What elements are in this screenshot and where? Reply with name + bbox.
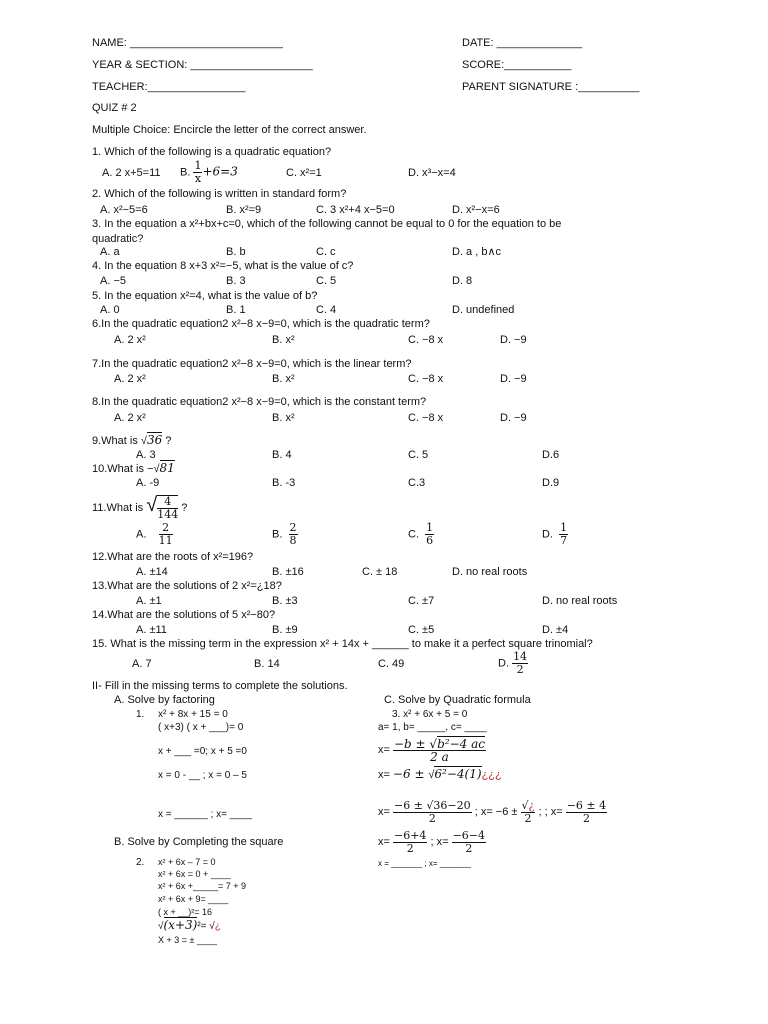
- q14-option-d[interactable]: D. ±4: [542, 624, 569, 636]
- q10-option-b[interactable]: B. -3: [272, 477, 296, 489]
- cs-line-2[interactable]: x² + 6x = 0 + ____: [158, 869, 231, 879]
- q5-option-d[interactable]: D. undefined: [452, 304, 515, 316]
- q11-a-den: 11: [158, 534, 173, 547]
- q14-option-b[interactable]: B. ±9: [272, 624, 298, 636]
- q6-option-b[interactable]: B. x²: [272, 334, 295, 346]
- cs-l6-red: ¿: [214, 921, 221, 932]
- q2-option-b[interactable]: B. x²=9: [226, 204, 262, 216]
- qf-l4-pre: −6 ±: [393, 767, 429, 781]
- name-field[interactable]: NAME: _________________________: [92, 37, 283, 49]
- q1-option-b-label: B.: [180, 166, 191, 179]
- q11-b-label: B.: [272, 528, 283, 541]
- q15-option-c[interactable]: C. 49: [378, 658, 405, 670]
- qf-l5-den3: 2: [582, 811, 590, 825]
- quadratic-formula-heading: C. Solve by Quadratic formula: [384, 694, 531, 706]
- q4-option-a[interactable]: A. −5: [100, 275, 126, 287]
- q11-a-fraction: [159, 522, 173, 547]
- q13-option-c[interactable]: C. ±7: [408, 595, 435, 607]
- q3-option-d[interactable]: D. a , b∧c: [452, 246, 502, 258]
- q13-option-b[interactable]: B. ±3: [272, 595, 298, 607]
- q11-stem: [92, 492, 187, 521]
- q8-option-d[interactable]: D. −9: [500, 412, 527, 424]
- factoring-line-5[interactable]: x = ______ ; x= ____: [158, 809, 252, 820]
- cs-item-number: 2.: [136, 857, 145, 868]
- part2-title: II- Fill in the missing terms to complete the solutions.: [92, 680, 348, 692]
- quiz-title: QUIZ # 2: [92, 102, 137, 114]
- factoring-line-3[interactable]: x + ___ =0; x + 5 =0: [158, 746, 247, 757]
- qf-l6-sep: ; x=: [427, 836, 449, 848]
- qf-line-4[interactable]: x= −6 ± √6²−4(1)¿¿¿: [378, 767, 502, 781]
- radical-icon: √: [146, 494, 158, 516]
- qf-l6-frac1: [393, 830, 427, 855]
- q5-option-a[interactable]: A. 0: [100, 304, 120, 316]
- q11-num: 4: [157, 496, 178, 509]
- q11-d-num: 1: [560, 521, 568, 534]
- qf-l4-red: ¿¿¿: [481, 769, 502, 781]
- qf-line-2[interactable]: a= 1, b= _____, c= ____: [378, 722, 487, 733]
- q9-option-c[interactable]: C. 5: [408, 449, 429, 461]
- qf-l5-den2: 2: [524, 811, 532, 825]
- qf-formula-num: −b ± √b²−4 ac: [394, 736, 485, 751]
- qf-l5-red: ¿: [528, 798, 535, 812]
- q2-option-a[interactable]: A. x²−5=6: [100, 204, 148, 216]
- cs-line-7[interactable]: X + 3 = ± ____: [158, 935, 217, 945]
- q5-stem: 5. In the equation x²=4, what is the value of b?: [92, 290, 318, 302]
- q5-option-c[interactable]: C. 4: [316, 304, 337, 316]
- qf-l4-xeq: x=: [378, 769, 390, 781]
- q1-option-a[interactable]: A. 2 x+5=11: [102, 167, 161, 179]
- q1-option-d[interactable]: D. x³−x=4: [408, 167, 456, 179]
- q6-option-a[interactable]: A. 2 x²: [114, 334, 146, 346]
- q6-option-c[interactable]: C. −8 x: [408, 334, 444, 346]
- factoring-heading: A. Solve by factoring: [114, 694, 215, 706]
- q11-c-num: 1: [426, 521, 434, 534]
- date-field[interactable]: DATE: ______________: [462, 37, 583, 49]
- q10-option-c[interactable]: C.3: [408, 477, 426, 489]
- q1-b-num: 1: [194, 159, 202, 172]
- completing-square-heading: B. Solve by Completing the square: [114, 836, 284, 848]
- q3-option-a[interactable]: A. a: [100, 246, 120, 258]
- factoring-line-1: x² + 8x + 15 = 0: [158, 709, 228, 720]
- q10-stem-pre: 10.What is −: [92, 463, 154, 475]
- qf-l6-frac2: [452, 830, 486, 855]
- q3-option-c[interactable]: C. c: [316, 246, 336, 258]
- q1-b-den: x: [194, 172, 202, 185]
- qf-l6-den2: 2: [465, 841, 473, 855]
- q1-option-b[interactable]: [180, 160, 238, 185]
- q8-option-c[interactable]: C. −8 x: [408, 412, 444, 424]
- radical-icon: √: [140, 435, 147, 447]
- q15-d-label: D.: [498, 657, 509, 670]
- q14-stem: 14.What are the solutions of 5 x²−80?: [92, 609, 276, 621]
- q4-stem: 4. In the equation 8 x+3 x²=−5, what is the value of c?: [92, 260, 354, 272]
- q3-stem-line2: quadratic?: [92, 233, 144, 245]
- cs-l6-rad: (x+3): [163, 918, 198, 932]
- q9-stem-post: ?: [162, 435, 172, 447]
- q10-option-a[interactable]: A. -9: [136, 477, 160, 489]
- q15-option-a[interactable]: A. 7: [132, 658, 152, 670]
- q12-option-d[interactable]: D. no real roots: [452, 566, 528, 578]
- q13-option-d[interactable]: D. no real roots: [542, 595, 618, 607]
- instructions: Multiple Choice: Encircle the letter of the correct answer.: [92, 124, 367, 136]
- q11-c-fraction: [425, 522, 434, 547]
- q1-b-rest: +6=3: [202, 164, 238, 179]
- qf-l5-sep: ; x= −6 ±: [471, 806, 518, 818]
- qf-l4-rad: 6²−4(1): [434, 767, 482, 781]
- qf-l5-frac3: [566, 800, 607, 825]
- qf-l5-num3: −6 ± 4: [566, 798, 607, 812]
- q10-stem: [92, 462, 175, 476]
- q12-stem: 12.What are the roots of x²=196?: [92, 551, 254, 563]
- q8-stem: 8.In the quadratic equation2 x²−8 x−9=0, which is the constant term?: [92, 396, 427, 408]
- q11-option-c[interactable]: [408, 522, 434, 547]
- q6-option-d[interactable]: D. −9: [500, 334, 527, 346]
- score-field[interactable]: SCORE:___________: [462, 59, 572, 71]
- q11-d-label: D.: [542, 528, 553, 541]
- cs-line-6[interactable]: √(x+3)²= √¿: [158, 918, 221, 932]
- year-section-field[interactable]: YEAR & SECTION: ____________________: [92, 59, 313, 71]
- factoring-line-2[interactable]: ( x+3) ( x + ___)= 0: [158, 722, 244, 733]
- q14-option-c[interactable]: C. ±5: [408, 624, 435, 636]
- q15-option-b[interactable]: B. 14: [254, 658, 280, 670]
- qf-line-6[interactable]: [378, 828, 486, 856]
- qf-formula: [378, 736, 486, 764]
- q9-option-a[interactable]: A. 3: [136, 449, 156, 461]
- radical-icon: √: [153, 463, 160, 475]
- q12-option-c[interactable]: C. ± 18: [362, 566, 398, 578]
- factoring-line-4[interactable]: x = 0 - __ ; x = 0 – 5: [158, 770, 247, 781]
- q3-stem-line1: 3. In the equation a x²+bx+c=0, which of the following cannot be equal to 0 for the equation to be: [92, 218, 562, 230]
- qf-l5-xeq: x=: [378, 806, 390, 818]
- q10-radicand: 81: [159, 461, 175, 475]
- q9-option-b[interactable]: B. 4: [272, 449, 292, 461]
- cs-line-5[interactable]: ( x + __)²= 16: [158, 907, 213, 917]
- q11-fraction: [157, 495, 178, 521]
- q6-stem: 6.In the quadratic equation2 x²−8 x−9=0, which is the quadratic term?: [92, 318, 430, 330]
- q10-option-d[interactable]: D.9: [542, 477, 560, 489]
- qf-line-5[interactable]: [378, 798, 607, 826]
- qf-line-1: 3. x² + 6x + 5 = 0: [392, 709, 468, 720]
- qf-num-rad: b²−4 ac: [437, 736, 485, 751]
- q7-option-b[interactable]: B. x²: [272, 373, 295, 385]
- qf-num-pre: −b ±: [394, 736, 430, 751]
- q11-stem-post: ?: [178, 502, 188, 514]
- q11-d-den: 7: [560, 534, 568, 547]
- qf-formula-den: 2 a: [430, 749, 449, 764]
- qf-formula-xeq: x=: [378, 744, 390, 756]
- qf-l5-num2: √¿: [521, 798, 535, 812]
- q9-stem: [92, 434, 171, 448]
- q8-option-a[interactable]: A. 2 x²: [114, 412, 146, 424]
- q11-c-den: 6: [426, 534, 434, 547]
- q11-a-num: 2: [159, 522, 173, 535]
- q8-option-b[interactable]: B. x²: [272, 412, 295, 424]
- cs-line-1: x² + 6x – 7 = 0: [158, 857, 216, 867]
- q1-stem: 1. Which of the following is a quadratic equation?: [92, 146, 332, 158]
- qf-l5-num: −6 ± √36−20: [394, 798, 471, 812]
- q11-option-a[interactable]: [136, 522, 173, 547]
- qf-l5-frac1: [393, 800, 472, 825]
- q1-option-c[interactable]: C. x²=1: [286, 167, 322, 179]
- q11-c-label: C.: [408, 528, 419, 541]
- qf-l5-frac2: [521, 800, 536, 825]
- cs-l6-mid: ²=: [197, 921, 210, 932]
- q7-option-c[interactable]: C. −8 x: [408, 373, 444, 385]
- q2-option-d[interactable]: D. x²−x=6: [452, 204, 500, 216]
- q14-option-a[interactable]: A. ±11: [136, 624, 167, 636]
- q15-d-den: 2: [516, 663, 524, 676]
- q15-stem: 15. What is the missing term in the expression x² + 14x + ______ to make it a perfect square trinomial?: [92, 638, 593, 650]
- q12-option-a[interactable]: A. ±14: [136, 566, 168, 578]
- parent-signature-field[interactable]: PARENT SIGNATURE :__________: [462, 81, 640, 93]
- q11-stem-pre: 11.What is: [92, 502, 147, 514]
- q9-stem-pre: 9.What is: [92, 435, 141, 447]
- qf-l6-den1: 2: [406, 841, 414, 855]
- q11-den: 144: [157, 508, 179, 522]
- qf-l6-num1: −6+4: [394, 828, 427, 842]
- q11-option-b[interactable]: [272, 522, 298, 547]
- q11-b-den: 8: [289, 534, 297, 547]
- q7-option-a[interactable]: A. 2 x²: [114, 373, 146, 385]
- qf-line-7[interactable]: x = _______ ; x= _______: [378, 859, 471, 868]
- q15-d-num: 14: [513, 650, 528, 663]
- q15-d-fraction: [512, 651, 528, 676]
- q4-option-b[interactable]: B. 3: [226, 275, 246, 287]
- q15-option-d[interactable]: [498, 651, 528, 676]
- teacher-field[interactable]: TEACHER:________________: [92, 81, 246, 93]
- q13-option-a[interactable]: A. ±1: [136, 595, 162, 607]
- cs-line-3[interactable]: x² + 6x +_____= 7 + 9: [158, 881, 247, 891]
- qf-l6-xeq: x=: [378, 836, 390, 848]
- q9-option-d[interactable]: D.6: [542, 449, 560, 461]
- q12-option-b[interactable]: B. ±16: [272, 566, 304, 578]
- q5-option-b[interactable]: B. 1: [226, 304, 246, 316]
- q11-b-num: 2: [289, 521, 297, 534]
- qf-formula-fraction: [393, 738, 486, 763]
- q9-radicand: 36: [146, 433, 163, 447]
- q7-option-d[interactable]: D. −9: [500, 373, 527, 385]
- q11-b-fraction: [289, 522, 298, 547]
- q11-option-d[interactable]: [542, 522, 568, 547]
- qf-l5-den: 2: [428, 811, 436, 825]
- q2-stem: 2. Which of the following is written in standard form?: [92, 188, 347, 200]
- q3-option-b[interactable]: B. b: [226, 246, 246, 258]
- qf-l5-tail: ; ; x=: [535, 806, 563, 818]
- q2-option-c[interactable]: C. 3 x²+4 x−5=0: [316, 204, 395, 216]
- q4-option-d[interactable]: D. 8: [452, 275, 473, 287]
- q11-a-label: A.: [136, 528, 147, 541]
- factoring-item-number: 1.: [136, 709, 145, 720]
- qf-l6-num2: −6−4: [452, 828, 486, 842]
- q13-stem: 13.What are the solutions of 2 x²=¿18?: [92, 580, 282, 592]
- q4-option-c[interactable]: C. 5: [316, 275, 337, 287]
- cs-line-4[interactable]: x² + 6x + 9= ____: [158, 894, 229, 904]
- q11-d-fraction: [559, 522, 568, 547]
- q7-stem: 7.In the quadratic equation2 x²−8 x−9=0, which is the linear term?: [92, 358, 412, 370]
